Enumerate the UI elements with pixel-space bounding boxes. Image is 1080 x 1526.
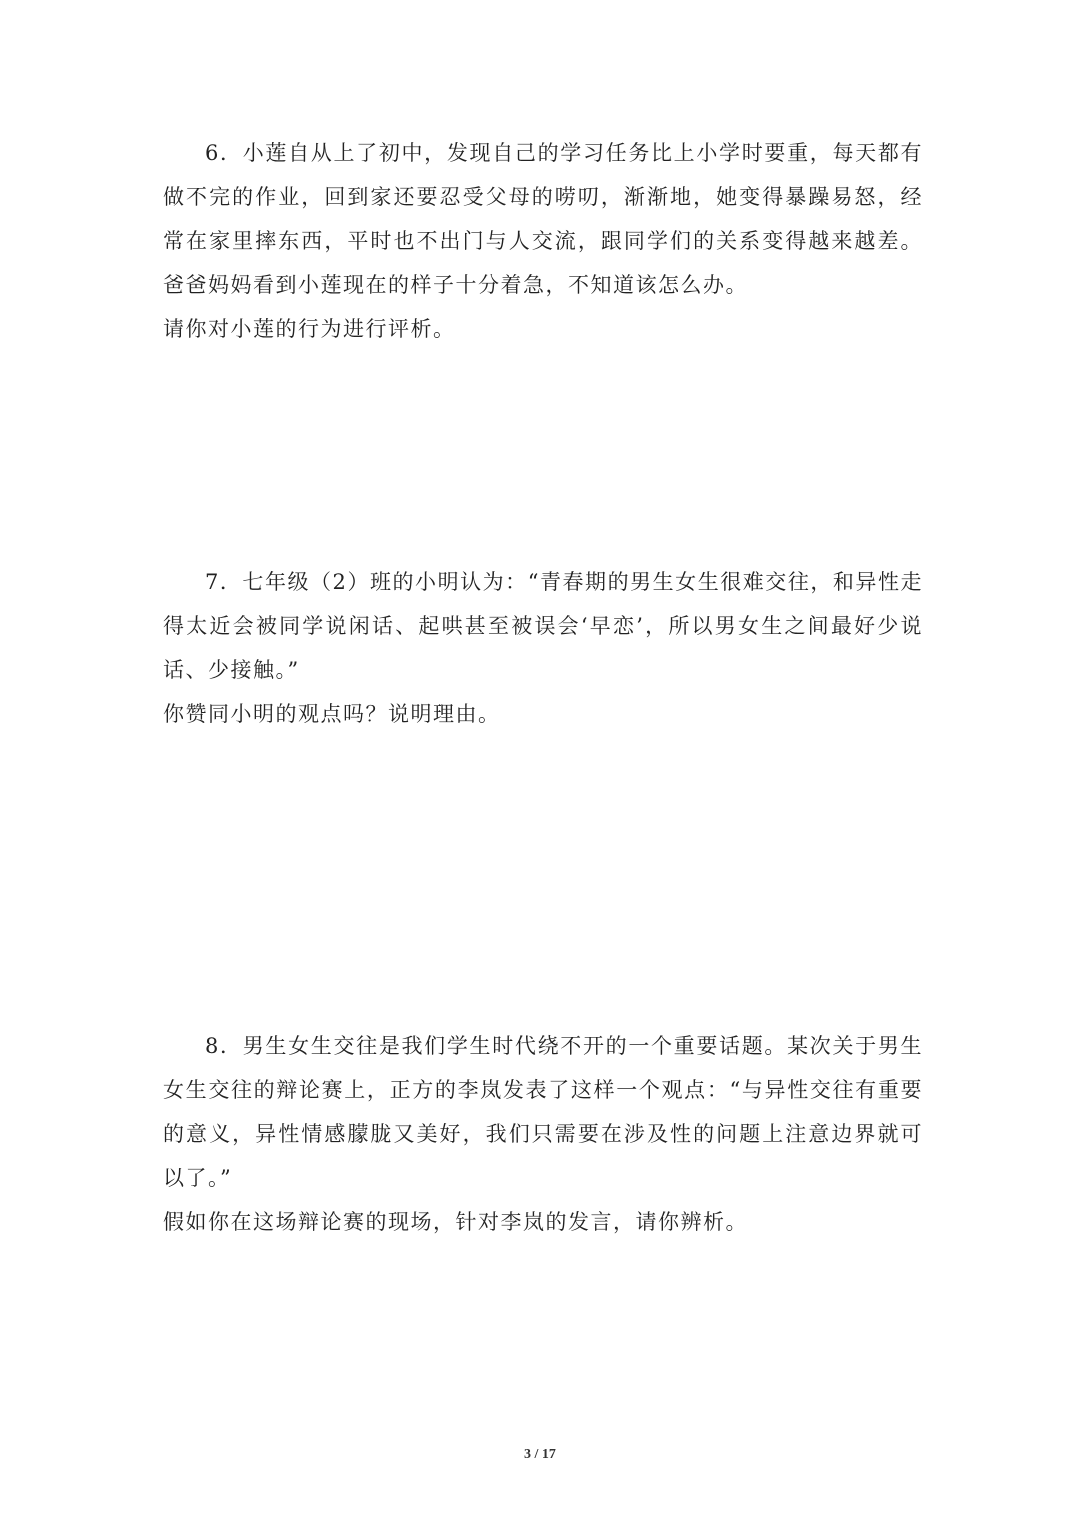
question-6-prompt: 请你对小莲的行为进行评析。	[163, 317, 456, 341]
question-6	[163, 131, 923, 351]
question-7-text: 7．七年级（2）班的小明认为：“青春期的男生女生很难交往，和异性走得太近会被同学说闲话、起哄甚至被误会‘早恋’，所以男女生之间最好少说话、少接触。”	[163, 570, 923, 682]
question-6-text: 6．小莲自从上了初中，发现自己的学习任务比上小学时要重，每天都有做不完的作业，回到家还要忍受父母的唠叨，渐渐地，她变得暴躁易怒，经常在家里摔东西，平时也不出门与人交流，跟同学们的关系变得越来越差。爸爸妈妈看到小莲现在的样子十分着急，不知道该怎么办。	[163, 141, 923, 297]
question-8-prompt: 假如你在这场辩论赛的现场，针对李岚的发言，请你辨析。	[163, 1210, 748, 1234]
question-7-prompt: 你赞同小明的观点吗？说明理由。	[163, 702, 501, 726]
question-8	[163, 1024, 923, 1244]
question-7	[163, 560, 923, 736]
question-8-text: 8．男生女生交往是我们学生时代绕不开的一个重要话题。某次关于男生女生交往的辩论赛上，正方的李岚发表了这样一个观点：“与异性交往有重要的意义，异性情感朦胧又美好，我们只需要在涉及性的问题上注意边界就可以了。”	[163, 1034, 923, 1190]
page-number: 3 / 17	[524, 1447, 556, 1462]
